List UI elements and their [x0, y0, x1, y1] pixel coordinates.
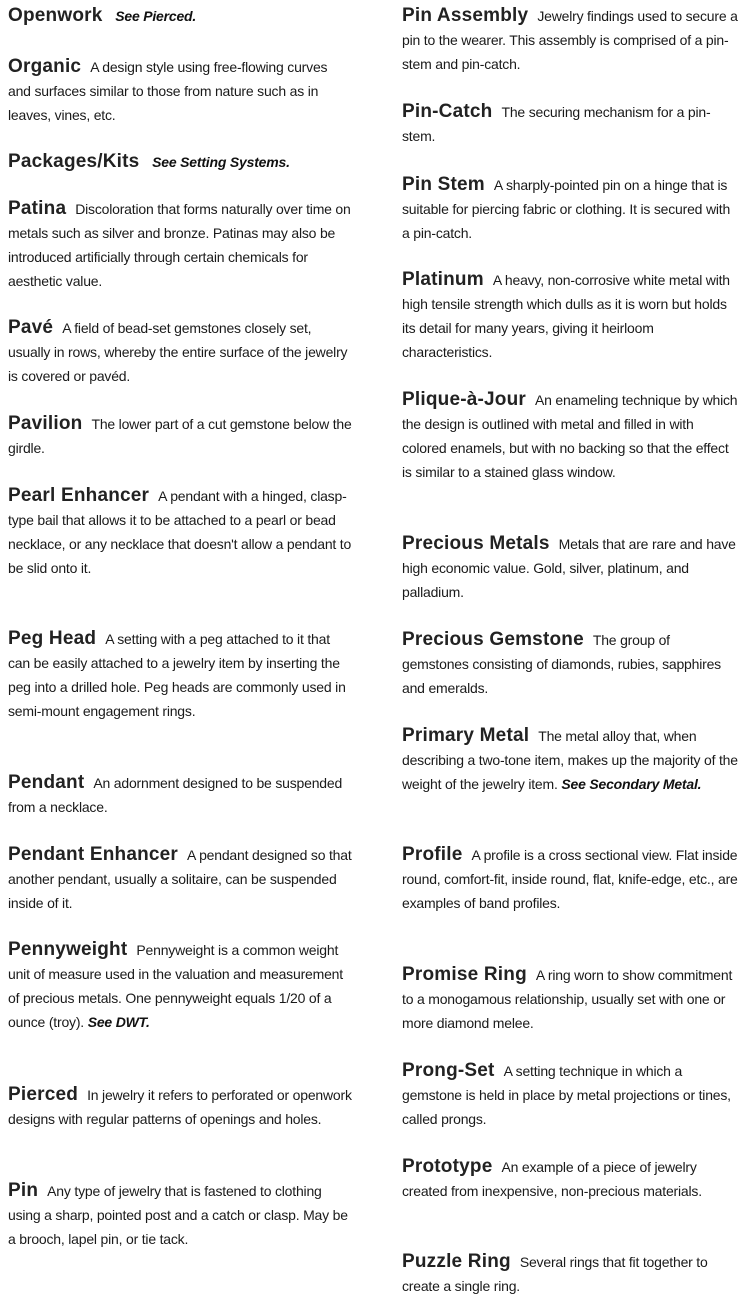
entry-definition: An enameling technique by which the design is outlined with metal and filled in with colored enamels, but with no backing so that the effect is similar to a stained glass window. [402, 392, 738, 480]
glossary-entry [402, 388, 740, 484]
entry-definition: The group of gemstones consisting of diamonds, rubies, sapphires and emeralds. [402, 632, 721, 696]
entry-definition: A heavy, non-corrosive white metal with high tensile strength which dulls as it is worn but holds its detail for many years, giving it heirloom characteristics. [402, 272, 730, 360]
entry-definition: A design style using free-flowing curves and surfaces similar to those from nature such as in leaves, vines, etc. [8, 59, 328, 123]
glossary-entry [402, 268, 740, 364]
entry-term: Packages/Kits [8, 151, 140, 172]
glossary-entry [402, 724, 740, 796]
entry-definition: Discoloration that forms naturally over time on metals such as silver and bronze. Patinas may also be introduced artificially through certain chemicals for aesthetic value. [8, 201, 351, 289]
glossary-entry [402, 173, 740, 245]
glossary-entry [402, 1155, 740, 1203]
entry-definition: Jewelry findings used to secure a pin to the wearer. This assembly is comprised of a pin-stem and pin-catch. [402, 8, 738, 72]
entry-definition: The securing mechanism for a pin-stem. [402, 104, 711, 144]
entry-term: Plique-à-Jour [402, 389, 527, 410]
entry-term: Peg Head [8, 628, 97, 649]
glossary-entry [8, 4, 352, 28]
entry-definition: Metals that are rare and have high economic value. Gold, silver, platinum, and palladium. [402, 536, 736, 600]
glossary-entry [8, 843, 352, 915]
entry-term: Pin-Catch [402, 101, 493, 122]
entry-term: Precious Gemstone [402, 629, 584, 650]
entry-term: Pennyweight [8, 939, 128, 960]
entry-definition: A sharply-pointed pin on a hinge that is suitable for piercing fabric or clothing. It is secured with a pin-catch. [402, 177, 731, 241]
entry-term: Pin Stem [402, 174, 485, 195]
entry-term: Prong-Set [402, 1060, 495, 1081]
entry-see-also: See Pierced. [115, 8, 197, 24]
entry-term: Openwork [8, 5, 103, 26]
entry-definition: An example of a piece of jewelry created from inexpensive, non-precious materials. [402, 1159, 702, 1199]
glossary-entry [8, 938, 352, 1034]
entry-term: Pavilion [8, 413, 83, 434]
entry-definition: An adornment designed to be suspended from a necklace. [8, 775, 343, 815]
glossary-entry [402, 963, 740, 1035]
glossary-entry [402, 1250, 740, 1298]
entry-term: Puzzle Ring [402, 1251, 511, 1272]
entry-definition: A setting technique in which a gemstone is held in place by metal projections or tines, called prongs. [402, 1063, 731, 1127]
entry-definition: The metal alloy that, when describing a two-tone item, makes up the majority of the weight of the jewelry item. [402, 728, 738, 792]
entry-term: Pin Assembly [402, 5, 529, 26]
glossary-entry [402, 843, 740, 915]
entry-term: Promise Ring [402, 964, 527, 985]
glossary-entry [8, 627, 352, 723]
glossary-entry [8, 55, 352, 127]
entry-definition: A pendant designed so that another pendant, usually a solitaire, can be suspended inside of it. [8, 847, 352, 911]
glossary-entry [8, 1179, 352, 1251]
entry-definition: A setting with a peg attached to it that can be easily attached to a jewelry item by inserting the peg into a drilled hole. Peg heads are commonly used in semi-mount engagement rings. [8, 631, 346, 719]
entry-definition: Pennyweight is a common weight unit of measure used in the valuation and measurement of precious metals. One pennyweight equals 1/20 of a ounce (troy). [8, 942, 343, 1030]
entry-term: Pavé [8, 317, 54, 338]
glossary-entry [8, 484, 352, 580]
entry-definition: A pendant with a hinged, clasp-type bail that allows it to be attached to a pearl or bead necklace, or any necklace that doesn't allow a pendant to be slid onto it. [8, 488, 352, 576]
glossary-entry [402, 532, 740, 604]
glossary-entry [8, 316, 352, 388]
entry-term: Platinum [402, 269, 484, 290]
entry-term: Organic [8, 56, 82, 77]
entry-term: Pearl Enhancer [8, 485, 150, 506]
entry-term: Prototype [402, 1156, 493, 1177]
glossary-entry [402, 628, 740, 700]
entry-see-also: See DWT. [87, 1014, 150, 1030]
glossary-entry [8, 150, 352, 174]
glossary-entry [402, 4, 740, 76]
entry-definition: Several rings that fit together to create a single ring. [402, 1254, 708, 1294]
entry-term: Profile [402, 844, 463, 865]
entry-term: Precious Metals [402, 533, 550, 554]
entry-term: Pin [8, 1180, 39, 1201]
entry-see-also: See Setting Systems. [152, 154, 290, 170]
entry-definition: A field of bead-set gemstones closely set, usually in rows, whereby the entire surface of the jewelry is covered or pavéd. [8, 320, 348, 384]
entry-term: Pierced [8, 1084, 79, 1105]
entry-term: Pendant [8, 772, 85, 793]
entry-definition: Any type of jewelry that is fastened to clothing using a sharp, pointed post and a catch or clasp. May be a brooch, lapel pin, or tie tack. [8, 1183, 348, 1247]
entry-term: Pendant Enhancer [8, 844, 179, 865]
glossary-entry [8, 412, 352, 460]
entry-definition: In jewelry it refers to perforated or openwork designs with regular patterns of openings and holes. [8, 1087, 352, 1127]
glossary-entry [8, 197, 352, 293]
entry-definition: The lower part of a cut gemstone below the girdle. [8, 416, 352, 456]
entry-term: Patina [8, 198, 67, 219]
glossary-entry [402, 100, 740, 148]
entry-term: Primary Metal [402, 725, 530, 746]
glossary-entry [402, 1059, 740, 1131]
entry-definition: A ring worn to show commitment to a monogamous relationship, usually set with one or more diamond melee. [402, 967, 733, 1031]
glossary-entry [8, 771, 352, 819]
glossary-entry [8, 1083, 352, 1131]
entry-definition: A profile is a cross sectional view. Flat inside round, comfort-fit, inside round, flat, knife-edge, etc., are examples of band profiles. [402, 847, 738, 911]
entry-see-also: See Secondary Metal. [561, 776, 702, 792]
